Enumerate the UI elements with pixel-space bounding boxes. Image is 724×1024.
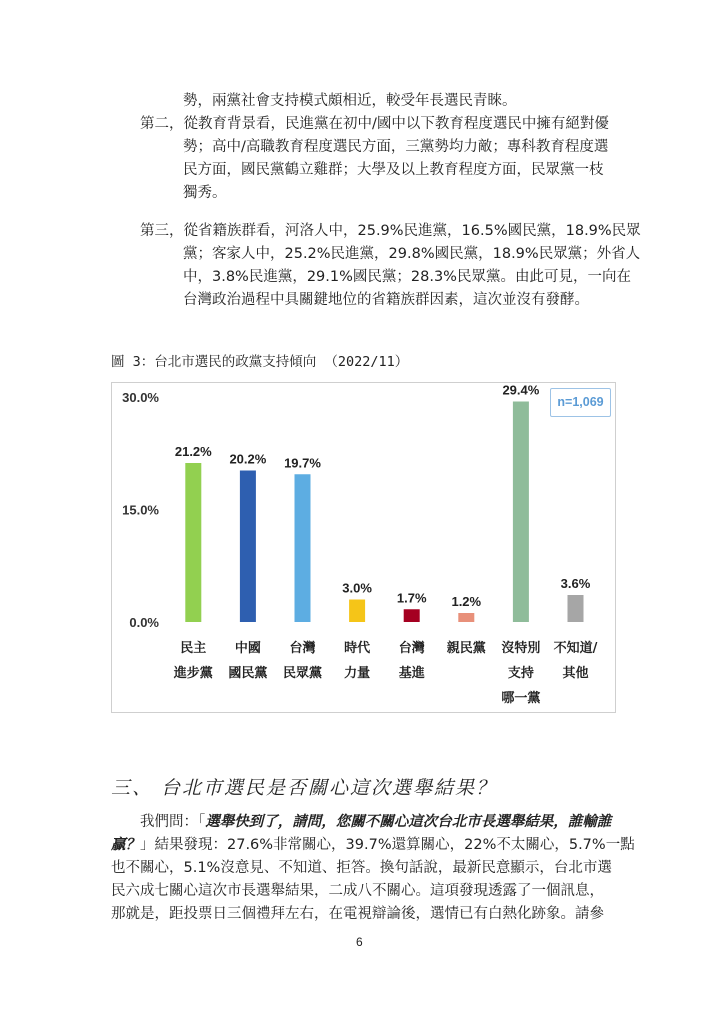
second-line: 民方面，國民黨鶴立雞群；大學及以上教育程度方面，民眾黨一枝: [183, 162, 604, 178]
y-tick-label: 15.0%: [122, 502, 159, 518]
category-label: 台灣: [289, 641, 316, 656]
section3-line: 民六成七關心這次市長選舉結果，二成八不關心。這項發現透露了一個訊息，: [111, 883, 604, 899]
y-tick-label: 0.0%: [129, 615, 159, 630]
section-heading: 三、 台北市選民是否關心這次選舉結果？: [111, 777, 498, 799]
category-label: 時代: [344, 641, 371, 656]
third-line: 第三，從省籍族群看，河洛人中，25.9%民進黨，16.5%國民黨，18.9%民眾: [140, 223, 641, 239]
bar: [185, 463, 201, 622]
category-label: 力量: [344, 666, 371, 681]
category-label: 哪一黨: [501, 691, 541, 706]
bar: [404, 609, 420, 622]
section3-line: [140, 812, 611, 832]
category-label: 台灣: [398, 641, 425, 656]
section3-line: [111, 835, 635, 855]
section3-line: 也不關心，5.1%沒意見、不知道、拒答。換句話說，最新民意顯示，台北市選: [111, 860, 612, 876]
bar: [349, 600, 365, 623]
bar: [240, 471, 256, 623]
bar: [568, 595, 584, 622]
data-label: 21.2%: [174, 444, 212, 459]
second-line: 勢；高中/高職教育程度選民方面，三黨勢均力敵；專科教育程度選: [183, 139, 609, 155]
y-tick-label: 30.0%: [122, 390, 159, 405]
bar: [295, 474, 311, 622]
intro-line: 勢，兩黨社會支持模式頗相近，較受年長選民青睞。: [183, 93, 517, 109]
section3-line: 那就是，距投票日三個禮拜左右，在電視辯論後，選情已有白熱化跡象。請參: [111, 906, 604, 922]
bar-chart: [111, 382, 616, 713]
third-line: 中，3.8%民進黨，29.1%國民黨；28.3%民眾黨。由此可見，一向在: [183, 269, 631, 285]
category-label: 國民黨: [228, 666, 268, 681]
survey-question-end: 贏？: [111, 837, 140, 853]
category-label: 其他: [562, 666, 589, 681]
category-label: 親民黨: [446, 641, 486, 656]
data-label: 1.7%: [396, 590, 427, 606]
category-label: 支持: [507, 666, 534, 681]
third-line: 黨；客家人中，25.2%民進黨，29.8%國民黨，18.9%民眾黨；外省人: [183, 246, 641, 262]
survey-question: 選舉快到了，請問，您關不關心這次台北市長選舉結果，誰輸誰: [205, 814, 612, 830]
page-number: 6: [356, 935, 363, 949]
third-line: 台灣政治過程中具關鍵地位的省籍族群因素，這次並沒有發酵。: [183, 292, 589, 308]
sample-size-note: n=1,069: [550, 388, 611, 417]
second-line: 第二，從教育背景看，民進黨在初中/國中以下教育程度選民中擁有絕對優: [140, 116, 609, 132]
figure-caption: 圖 3：台北市選民的政黨支持傾向 （2022/11）: [111, 354, 409, 370]
chart-canvas: [112, 383, 615, 712]
data-label: 20.2%: [229, 451, 267, 467]
quote-open: 我們問：「: [140, 814, 206, 830]
data-label: 1.2%: [451, 594, 482, 609]
category-label: 進步黨: [173, 666, 213, 681]
category-label: 民眾黨: [282, 666, 323, 681]
category-label: 基進: [398, 666, 425, 681]
result-text: 」結果發現：27.6%非常關心，39.7%還算關心，22%不太關心，5.7%一點: [140, 837, 635, 853]
bar: [458, 613, 474, 622]
data-label: 3.0%: [342, 580, 372, 596]
category-label: 不知道/: [553, 641, 598, 656]
data-label: 29.4%: [502, 383, 540, 398]
second-line: 獨秀。: [183, 185, 227, 201]
bar: [513, 402, 529, 623]
category-label: 中國: [234, 641, 261, 656]
data-label: 19.7%: [284, 455, 321, 471]
category-label: 沒特別: [501, 641, 541, 656]
category-label: 民主: [180, 641, 207, 656]
data-label: 3.6%: [560, 576, 591, 591]
